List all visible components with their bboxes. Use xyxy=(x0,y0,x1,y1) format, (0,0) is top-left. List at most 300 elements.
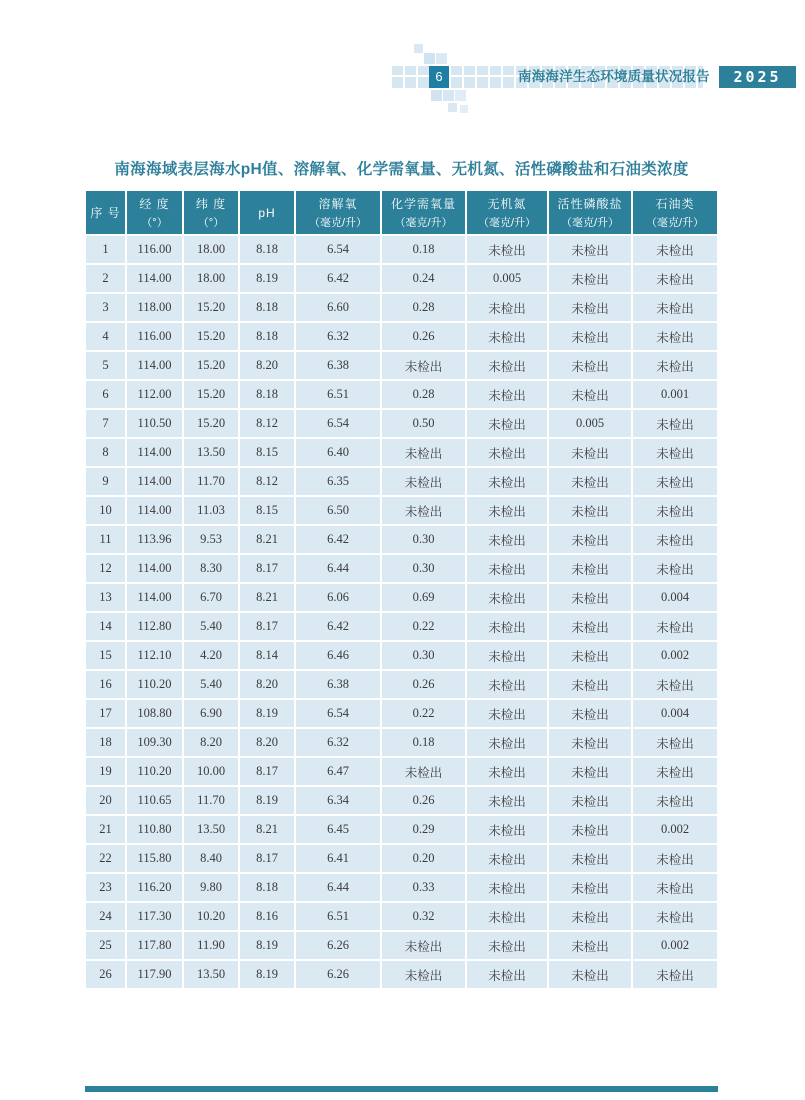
table-row xyxy=(86,700,717,727)
table-cell: 18.00 xyxy=(184,236,238,263)
table-cell: 13.50 xyxy=(184,816,238,843)
table-cell: 未检出 xyxy=(633,497,717,524)
column-label: 序 号 xyxy=(90,206,121,220)
table-cell: 0.30 xyxy=(382,555,465,582)
table-cell: 6.32 xyxy=(296,323,380,350)
table-cell: 110.65 xyxy=(127,787,182,814)
table-cell: 116.00 xyxy=(127,236,182,263)
column-label: 化学需氧量 xyxy=(390,197,456,211)
table-cell: 未检出 xyxy=(549,555,631,582)
table-cell: 0.001 xyxy=(633,381,717,408)
table-cell: 21 xyxy=(86,816,125,843)
table-cell: 6.26 xyxy=(296,932,380,959)
table-cell: 23 xyxy=(86,874,125,901)
table-cell: 未检出 xyxy=(549,613,631,640)
table-cell: 未检出 xyxy=(633,265,717,292)
table-cell: 5.40 xyxy=(184,613,238,640)
table-cell: 116.00 xyxy=(127,323,182,350)
table-cell: 未检出 xyxy=(549,352,631,379)
column-header-5 xyxy=(382,191,465,234)
table-cell: 3 xyxy=(86,294,125,321)
table-cell: 0.18 xyxy=(382,729,465,756)
table-cell: 未检出 xyxy=(633,961,717,988)
mosaic-square xyxy=(448,103,457,112)
table-cell: 6.40 xyxy=(296,439,380,466)
table-cell: 118.00 xyxy=(127,294,182,321)
table-cell: 11 xyxy=(86,526,125,553)
table-cell: 未检出 xyxy=(549,700,631,727)
table-cell: 6.06 xyxy=(296,584,380,611)
column-header-6 xyxy=(467,191,547,234)
table-row xyxy=(86,526,717,553)
table-cell: 未检出 xyxy=(467,961,547,988)
column-unit: （毫克/升） xyxy=(645,217,705,229)
table-cell: 0.18 xyxy=(382,236,465,263)
table-cell: 6.90 xyxy=(184,700,238,727)
table-cell: 8.20 xyxy=(184,729,238,756)
table-cell: 8.21 xyxy=(240,526,294,553)
table-cell: 14 xyxy=(86,613,125,640)
table-row xyxy=(86,555,717,582)
table-cell: 未检出 xyxy=(467,323,547,350)
table-cell: 未检出 xyxy=(467,932,547,959)
column-unit: （毫克/升） xyxy=(560,217,620,229)
column-header-3 xyxy=(240,191,294,234)
table-row xyxy=(86,584,717,611)
table-cell: 114.00 xyxy=(127,352,182,379)
table-cell: 未检出 xyxy=(467,671,547,698)
table-cell: 6.38 xyxy=(296,352,380,379)
table-cell: 6.54 xyxy=(296,700,380,727)
table-cell: 116.20 xyxy=(127,874,182,901)
table-cell: 4.20 xyxy=(184,642,238,669)
report-year-badge: 2025 xyxy=(719,66,796,88)
table-row xyxy=(86,439,717,466)
table-cell: 未检出 xyxy=(633,845,717,872)
table-cell: 110.20 xyxy=(127,671,182,698)
table-cell: 8.17 xyxy=(240,758,294,785)
table-cell: 11.70 xyxy=(184,787,238,814)
table-cell: 0.30 xyxy=(382,526,465,553)
table-cell: 17 xyxy=(86,700,125,727)
table-cell: 109.30 xyxy=(127,729,182,756)
table-cell: 未检出 xyxy=(633,439,717,466)
table-cell: 6.46 xyxy=(296,642,380,669)
table-cell: 112.00 xyxy=(127,381,182,408)
table-cell: 11.70 xyxy=(184,468,238,495)
table-cell: 20 xyxy=(86,787,125,814)
table-cell: 6.51 xyxy=(296,381,380,408)
table-cell: 0.28 xyxy=(382,381,465,408)
table-cell: 6.54 xyxy=(296,236,380,263)
table-row xyxy=(86,410,717,437)
table-cell: 未检出 xyxy=(549,497,631,524)
table-body xyxy=(86,236,717,988)
table-row xyxy=(86,613,717,640)
table-cell: 6.35 xyxy=(296,468,380,495)
table-cell: 13 xyxy=(86,584,125,611)
table-cell: 15.20 xyxy=(184,352,238,379)
table-cell: 0.004 xyxy=(633,584,717,611)
table-cell: 未检出 xyxy=(467,729,547,756)
table-cell: 0.20 xyxy=(382,845,465,872)
table-cell: 0.24 xyxy=(382,265,465,292)
table-cell: 未检出 xyxy=(633,323,717,350)
table-cell: 6.44 xyxy=(296,874,380,901)
table-cell: 8.18 xyxy=(240,294,294,321)
table-cell: 19 xyxy=(86,758,125,785)
table-cell: 6.44 xyxy=(296,555,380,582)
column-label: 溶解氧 xyxy=(318,197,358,211)
table-cell: 18 xyxy=(86,729,125,756)
table-cell: 未检出 xyxy=(467,294,547,321)
table-cell: 8.18 xyxy=(240,323,294,350)
table-cell: 15.20 xyxy=(184,323,238,350)
table-cell: 未检出 xyxy=(549,468,631,495)
table-cell: 未检出 xyxy=(633,352,717,379)
table-cell: 未检出 xyxy=(549,903,631,930)
table-row xyxy=(86,787,717,814)
table-cell: 0.005 xyxy=(549,410,631,437)
header-row xyxy=(86,191,717,234)
table-cell: 13.50 xyxy=(184,961,238,988)
table-row xyxy=(86,265,717,292)
table-cell: 18.00 xyxy=(184,265,238,292)
table-cell: 0.002 xyxy=(633,932,717,959)
table-cell: 未检出 xyxy=(549,642,631,669)
table-row xyxy=(86,381,717,408)
table-cell: 0.26 xyxy=(382,787,465,814)
table-cell: 25 xyxy=(86,932,125,959)
table-cell: 6.70 xyxy=(184,584,238,611)
table-cell: 8.20 xyxy=(240,671,294,698)
table-cell: 未检出 xyxy=(467,758,547,785)
table-cell: 未检出 xyxy=(549,932,631,959)
table-cell: 8.18 xyxy=(240,236,294,263)
table-cell: 6.26 xyxy=(296,961,380,988)
table-cell: 未检出 xyxy=(549,961,631,988)
table-row xyxy=(86,961,717,988)
table-cell: 0.22 xyxy=(382,700,465,727)
table-cell: 8.30 xyxy=(184,555,238,582)
column-header-8 xyxy=(633,191,717,234)
table-cell: 未检出 xyxy=(633,555,717,582)
table-cell: 未检出 xyxy=(382,932,465,959)
table-cell: 2 xyxy=(86,265,125,292)
column-label: 无机氮 xyxy=(487,197,527,211)
table-cell: 8.21 xyxy=(240,584,294,611)
table-cell: 未检出 xyxy=(549,526,631,553)
table-cell: 110.20 xyxy=(127,758,182,785)
table-cell: 未检出 xyxy=(467,526,547,553)
table-row xyxy=(86,932,717,959)
table-cell: 未检出 xyxy=(549,874,631,901)
table-cell: 6.54 xyxy=(296,410,380,437)
table-cell: 0.26 xyxy=(382,323,465,350)
table-cell: 8.40 xyxy=(184,845,238,872)
table-cell: 6.42 xyxy=(296,613,380,640)
table-cell: 未检出 xyxy=(633,294,717,321)
table-cell: 114.00 xyxy=(127,497,182,524)
table-row xyxy=(86,352,717,379)
table-cell: 6.41 xyxy=(296,845,380,872)
table-cell: 6.34 xyxy=(296,787,380,814)
table-row xyxy=(86,236,717,263)
table-cell: 11.03 xyxy=(184,497,238,524)
table-cell: 未检出 xyxy=(382,468,465,495)
table-cell: 8.21 xyxy=(240,816,294,843)
mosaic-square xyxy=(455,90,466,101)
column-header-4 xyxy=(296,191,380,234)
table-cell: 未检出 xyxy=(633,410,717,437)
table-cell: 0.005 xyxy=(467,265,547,292)
table-cell: 未检出 xyxy=(467,497,547,524)
table-cell: 未检出 xyxy=(549,671,631,698)
table-cell: 8.17 xyxy=(240,613,294,640)
table-cell: 未检出 xyxy=(549,294,631,321)
mosaic-square xyxy=(424,53,435,64)
column-header-7 xyxy=(549,191,631,234)
table-cell: 6.60 xyxy=(296,294,380,321)
table-cell: 8.15 xyxy=(240,497,294,524)
table-cell: 6.45 xyxy=(296,816,380,843)
table-cell: 8.19 xyxy=(240,787,294,814)
table-cell: 未检出 xyxy=(549,758,631,785)
table-cell: 未检出 xyxy=(633,236,717,263)
table-cell: 未检出 xyxy=(549,381,631,408)
table-cell: 114.00 xyxy=(127,265,182,292)
table-cell: 6.47 xyxy=(296,758,380,785)
table-cell: 未检出 xyxy=(467,410,547,437)
table-cell: 6 xyxy=(86,381,125,408)
table-cell: 10.00 xyxy=(184,758,238,785)
table-cell: 1 xyxy=(86,236,125,263)
table-cell: 未检出 xyxy=(467,613,547,640)
table-cell: 117.80 xyxy=(127,932,182,959)
table-cell: 8.17 xyxy=(240,555,294,582)
table-cell: 15 xyxy=(86,642,125,669)
table-cell: 114.00 xyxy=(127,555,182,582)
table-cell: 11.90 xyxy=(184,932,238,959)
table-cell: 未检出 xyxy=(633,758,717,785)
table-cell: 9.53 xyxy=(184,526,238,553)
table-cell: 114.00 xyxy=(127,468,182,495)
table-cell: 110.80 xyxy=(127,816,182,843)
table-cell: 6.38 xyxy=(296,671,380,698)
table-cell: 未检出 xyxy=(467,642,547,669)
table-row xyxy=(86,874,717,901)
table-cell: 0.004 xyxy=(633,700,717,727)
column-header-1 xyxy=(127,191,182,234)
table-cell: 112.80 xyxy=(127,613,182,640)
table-cell: 未检出 xyxy=(467,468,547,495)
table-cell: 16 xyxy=(86,671,125,698)
table-row xyxy=(86,816,717,843)
table-cell: 未检出 xyxy=(549,323,631,350)
table-cell: 未检出 xyxy=(382,497,465,524)
table-cell: 8.16 xyxy=(240,903,294,930)
table-cell: 10.20 xyxy=(184,903,238,930)
table-cell: 未检出 xyxy=(549,729,631,756)
table-cell: 114.00 xyxy=(127,439,182,466)
table-cell: 未检出 xyxy=(382,758,465,785)
table-cell: 8.14 xyxy=(240,642,294,669)
table-cell: 未检出 xyxy=(467,874,547,901)
table-row xyxy=(86,468,717,495)
table-cell: 未检出 xyxy=(633,468,717,495)
table-cell: 8.12 xyxy=(240,468,294,495)
table-cell: 13.50 xyxy=(184,439,238,466)
table-cell: 8.18 xyxy=(240,381,294,408)
mosaic-square xyxy=(414,44,423,53)
table-cell: 12 xyxy=(86,555,125,582)
table-cell: 6.32 xyxy=(296,729,380,756)
mosaic-band-left xyxy=(392,66,429,88)
table-cell: 未检出 xyxy=(467,381,547,408)
mosaic-square xyxy=(443,90,454,101)
table-cell: 15.20 xyxy=(184,410,238,437)
table-cell: 未检出 xyxy=(467,816,547,843)
column-unit: （毫克/升） xyxy=(308,217,368,229)
table-cell: 未检出 xyxy=(467,700,547,727)
column-label: 纬 度 xyxy=(195,197,227,211)
table-cell: 未检出 xyxy=(549,584,631,611)
table-cell: 8.18 xyxy=(240,874,294,901)
table-cell: 未检出 xyxy=(382,352,465,379)
table-cell: 未检出 xyxy=(467,845,547,872)
table-cell: 6.42 xyxy=(296,526,380,553)
column-label: 活性磷酸盐 xyxy=(557,197,623,211)
table-cell: 22 xyxy=(86,845,125,872)
column-label: 经 度 xyxy=(139,197,170,211)
table-cell: 8.20 xyxy=(240,352,294,379)
column-header-0 xyxy=(86,191,125,234)
table-cell: 未检出 xyxy=(633,787,717,814)
table-row xyxy=(86,671,717,698)
table-cell: 0.69 xyxy=(382,584,465,611)
table-cell: 0.26 xyxy=(382,671,465,698)
table-cell: 0.32 xyxy=(382,903,465,930)
table-cell: 8.20 xyxy=(240,729,294,756)
table-cell: 6.42 xyxy=(296,265,380,292)
column-header-2 xyxy=(184,191,238,234)
table-cell: 5.40 xyxy=(184,671,238,698)
report-title: 南海海洋生态环境质量状况报告 xyxy=(518,69,710,84)
table-cell: 0.50 xyxy=(382,410,465,437)
table-row xyxy=(86,903,717,930)
table-header xyxy=(86,191,717,234)
mosaic-square xyxy=(436,53,447,64)
footer-accent-bar xyxy=(85,1086,718,1092)
table-cell: 0.22 xyxy=(382,613,465,640)
table-row xyxy=(86,497,717,524)
column-unit: （毫克/升） xyxy=(477,217,537,229)
table-cell: 9 xyxy=(86,468,125,495)
table-cell: 未检出 xyxy=(633,613,717,640)
table-cell: 未检出 xyxy=(633,729,717,756)
table-cell: 未检出 xyxy=(633,671,717,698)
table-cell: 未检出 xyxy=(467,352,547,379)
table-cell: 114.00 xyxy=(127,584,182,611)
table-cell: 未检出 xyxy=(549,787,631,814)
table-row xyxy=(86,323,717,350)
table-cell: 未检出 xyxy=(467,236,547,263)
table-cell: 26 xyxy=(86,961,125,988)
table-cell: 8 xyxy=(86,439,125,466)
table-title: 南海海域表层海水pH值、溶解氧、化学需氧量、无机氮、活性磷酸盐和石油类浓度 xyxy=(114,161,689,178)
table-cell: 未检出 xyxy=(467,584,547,611)
table-cell: 4 xyxy=(86,323,125,350)
table-cell: 6.50 xyxy=(296,497,380,524)
table-cell: 未检出 xyxy=(549,816,631,843)
table-cell: 未检出 xyxy=(549,265,631,292)
table-row xyxy=(86,642,717,669)
table-cell: 8.12 xyxy=(240,410,294,437)
table-cell: 未检出 xyxy=(467,787,547,814)
column-unit: （°） xyxy=(141,217,168,229)
table-cell: 8.19 xyxy=(240,961,294,988)
table-cell: 15.20 xyxy=(184,294,238,321)
table-row xyxy=(86,758,717,785)
table-cell: 未检出 xyxy=(467,439,547,466)
table-cell: 8.19 xyxy=(240,700,294,727)
table-cell: 未检出 xyxy=(633,903,717,930)
table-cell: 0.002 xyxy=(633,816,717,843)
table-cell: 8.17 xyxy=(240,845,294,872)
table-cell: 15.20 xyxy=(184,381,238,408)
page-number: 6 xyxy=(429,66,449,88)
table-cell: 未检出 xyxy=(467,903,547,930)
table-cell: 0.33 xyxy=(382,874,465,901)
table-row xyxy=(86,845,717,872)
table-cell: 6.51 xyxy=(296,903,380,930)
table-cell: 8.19 xyxy=(240,265,294,292)
table-cell: 112.10 xyxy=(127,642,182,669)
table-cell: 5 xyxy=(86,352,125,379)
table-cell: 未检出 xyxy=(549,236,631,263)
table-cell: 10 xyxy=(86,497,125,524)
column-label: 石油类 xyxy=(655,197,695,211)
table-row xyxy=(86,729,717,756)
table-cell: 未检出 xyxy=(467,555,547,582)
table-cell: 0.002 xyxy=(633,642,717,669)
column-label: pH xyxy=(258,205,276,220)
table-cell: 未检出 xyxy=(633,526,717,553)
table-cell: 未检出 xyxy=(382,961,465,988)
data-table xyxy=(84,189,719,990)
table-cell: 117.30 xyxy=(127,903,182,930)
table-cell: 24 xyxy=(86,903,125,930)
table-cell: 7 xyxy=(86,410,125,437)
table-cell: 未检出 xyxy=(549,845,631,872)
column-unit: （°） xyxy=(197,217,225,229)
table-cell: 9.80 xyxy=(184,874,238,901)
table-cell: 8.19 xyxy=(240,932,294,959)
table-cell: 113.96 xyxy=(127,526,182,553)
table-row xyxy=(86,294,717,321)
table-cell: 0.30 xyxy=(382,642,465,669)
table-cell: 0.28 xyxy=(382,294,465,321)
table-cell: 108.80 xyxy=(127,700,182,727)
table-cell: 未检出 xyxy=(549,439,631,466)
table-container xyxy=(84,189,719,990)
mosaic-square xyxy=(460,105,468,113)
table-cell: 未检出 xyxy=(382,439,465,466)
table-cell: 110.50 xyxy=(127,410,182,437)
table-cell: 117.90 xyxy=(127,961,182,988)
column-unit: （毫克/升） xyxy=(394,217,453,229)
table-cell: 未检出 xyxy=(633,874,717,901)
